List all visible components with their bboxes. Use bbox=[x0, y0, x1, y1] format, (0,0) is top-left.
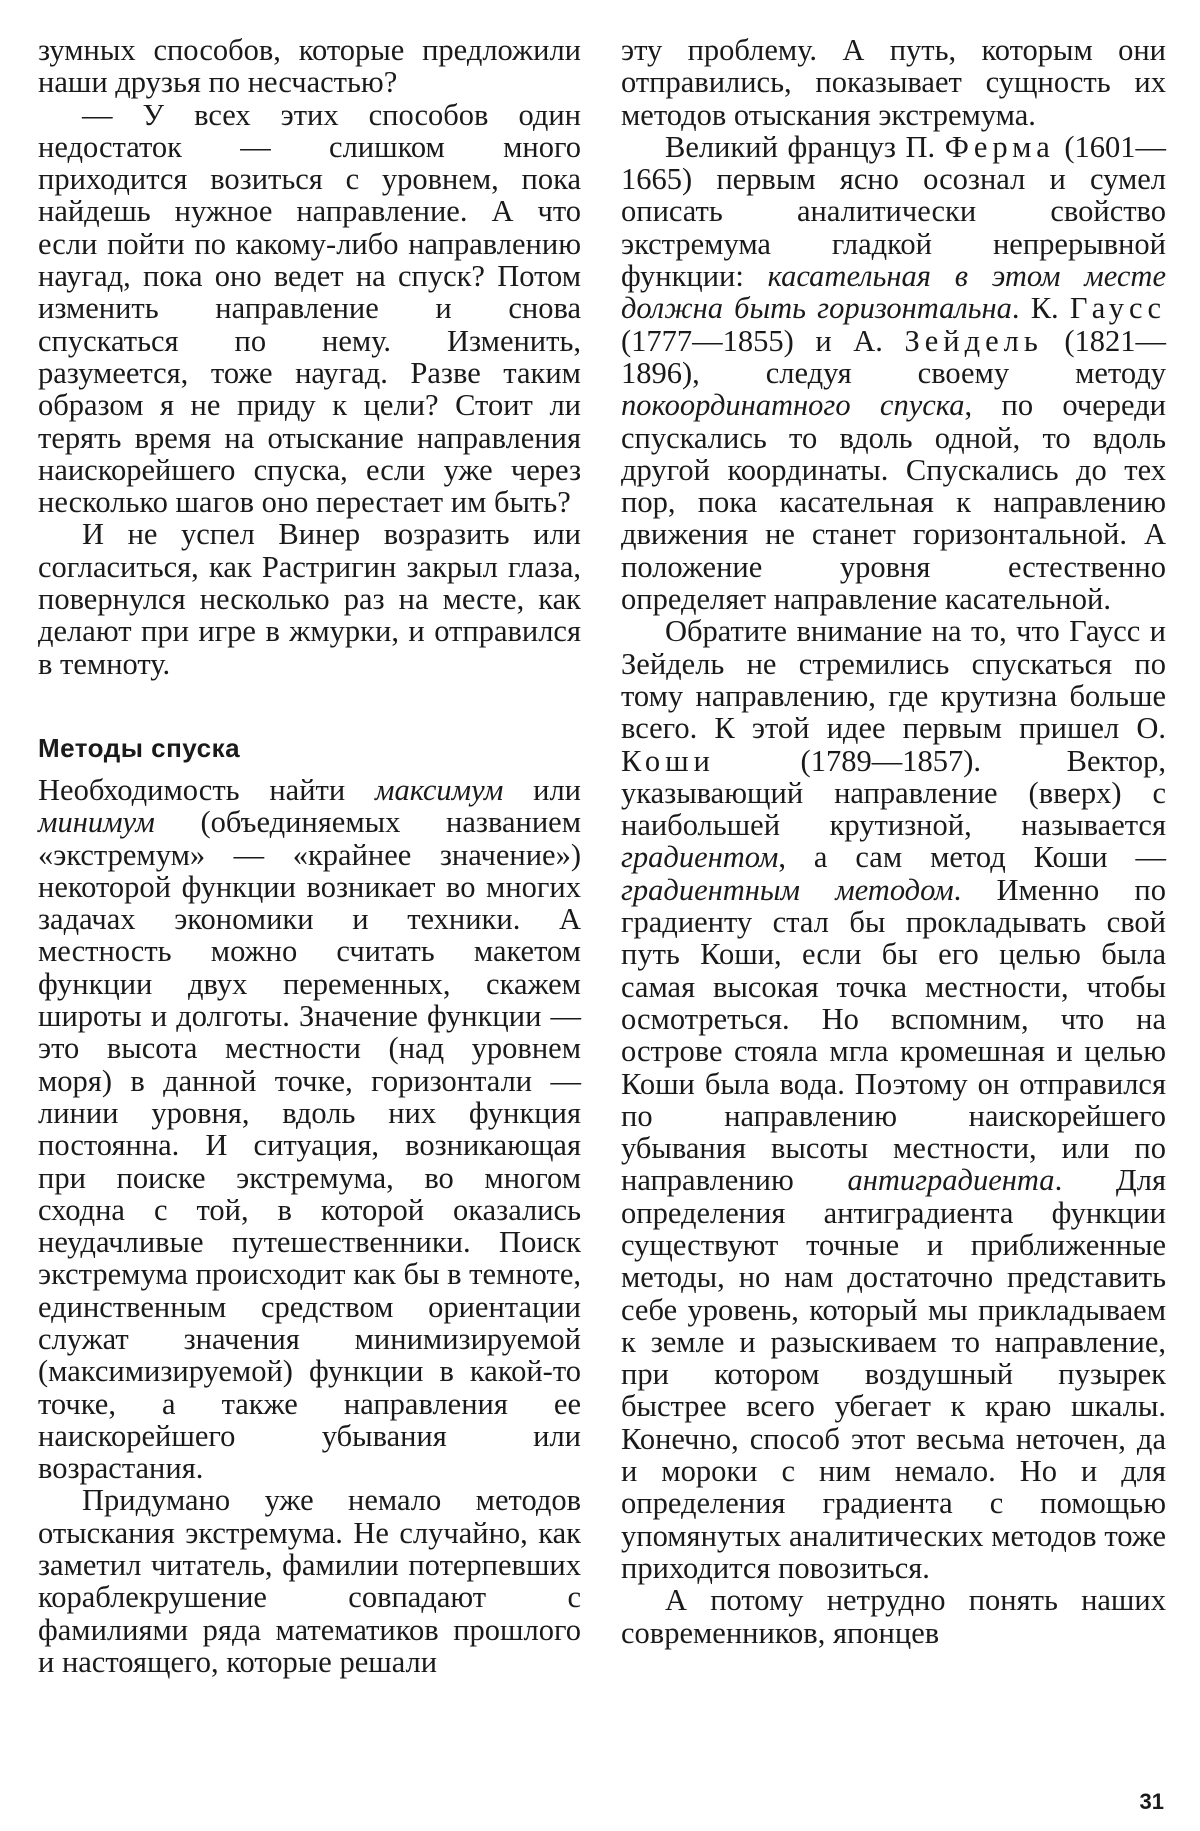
text-run: Обратите внимание на то, что Гаусс и Зейдель не стремились спускаться по тому направлению, где крутизна больше всего. К этой идее первым пришел О. bbox=[621, 614, 1166, 746]
spaced-name: Ферма bbox=[944, 129, 1055, 164]
italic-term: касательная в этом месте должна быть горизонтальна bbox=[621, 259, 1166, 326]
spaced-name: Коши bbox=[621, 743, 715, 778]
paragraph: И не успел Винер возразить или согласиться, как Растригин закрыл глаза, повернулся несколько раз на месте, как делают при игре в жмурки, и отправился в темноту. bbox=[38, 517, 581, 681]
right-column bbox=[621, 34, 1166, 1649]
text-run: , а сам метод Коши — bbox=[778, 840, 1166, 875]
text-run: (1777—1855) и А. bbox=[621, 323, 905, 358]
text-run: . Для определения антиградиента функции существуют точные и приближенные методы, но нам достаточно представить себе уровень, который мы прикладываем к земле и разыскиваем то направление, при котором воздушный пузырек быстрее всего убегает к краю шкалы. Конечно, способ этот весьма неточен, да и мороки с ним немало. Но и для определения градиента с помощью упомянутых аналитических методов тоже приходится повозиться. bbox=[621, 1163, 1166, 1585]
paragraph: Придумано уже немало методов отыскания экстремума. Не случайно, как заметил читатель, фамилии потерпевших кораблекрушение совпадают с фамилиями ряда математиков прошлого и настоящего, которые решали bbox=[38, 1483, 581, 1679]
italic-term: максимум bbox=[375, 772, 504, 807]
paragraph bbox=[621, 131, 1166, 615]
paragraph: А потому нетрудно понять наших современников, японцев bbox=[621, 1583, 1166, 1650]
spaced-name: Гаусс bbox=[1069, 291, 1167, 326]
text-run: Великий француз П. bbox=[665, 129, 945, 164]
text-run: (объединяемых названием «экстремум» — «крайнее значение») некоторой функции возникает во многих задачах экономики и техники. А местность можно считать макетом функции двух переменных, скажем широты и долготы. Значение функции — это высота местности (над уровнем моря) в данной точке, горизонтали — линии уровня, вдоль них функция постоянна. И ситуация, возникающая при поиске экстремума, во многом сходна с той, в которой оказались неудачливые путешественники. Поиск экстремума происходит как бы в темноте, единственным средством ориентации служат значения минимизируемой (максимизируемой) функции в какой-то точке, а также направления ее наискорейшего убывания или возрастания. bbox=[38, 805, 581, 1486]
paragraph: эту проблему. А путь, которым они отправились, показывает сущность их методов отыскания экстремума. bbox=[621, 33, 1166, 132]
spacer bbox=[38, 680, 581, 732]
left-column bbox=[38, 34, 581, 1678]
paragraph bbox=[38, 774, 581, 1485]
text-run: (1789—1857). Вектор, указывающий направление (вверх) с наибольшей крутизной, называется bbox=[621, 743, 1166, 843]
page-number: 31 bbox=[1139, 1789, 1164, 1814]
paragraph: — У всех этих способов один недостаток — слишком много приходится возиться с уровнем, пока найдешь нужное направление. А что если пойти по какому-либо направлению наугад, пока оно ведет на спуск? Потом изменить направление и снова спускаться по нему. Изменить, разумеется, тоже наугад. Разве таким образом я не приду к цели? Стоит ли терять время на отыскание направления наискорейшего спуска, если уже через несколько шагов оно перестает им быть? bbox=[38, 97, 581, 520]
italic-term: градиентом bbox=[621, 840, 779, 875]
section-heading: Методы спуска bbox=[38, 732, 241, 763]
text-run: . Именно по градиенту стал бы прокладывать свой путь Коши, если бы его целью была самая высокая точка местности, чтобы осмотреться. Но вспомним, что на острове стояла мгла кромешная и целью Коши была вода. Поэтому он отправился по направлению наискорейшего убывания высоты местности, или по направлению bbox=[621, 872, 1166, 1198]
text-run: (1601—1665) первым ясно осознал и сумел описать аналитически свойство экстремума гладкой непрерывной функции: bbox=[621, 129, 1166, 294]
paragraph: зумных способов, которые предложили наши друзья по несчастью? bbox=[38, 33, 581, 100]
paragraph bbox=[621, 615, 1166, 1584]
italic-term: минимум bbox=[38, 805, 155, 840]
text-run: (1821—1896), следуя своему методу bbox=[621, 323, 1166, 390]
text-run: . К. bbox=[1011, 291, 1070, 326]
text-run: Необходимость найти bbox=[38, 772, 375, 807]
text-run: или bbox=[503, 772, 581, 807]
text-run: , по очереди спускались то вдоль одной, то вдоль другой координаты. Спускались до тех пор, пока касательная к направлению движения не станет горизонтальной. А положение уровня естественно определяет направление касательной. bbox=[621, 388, 1166, 617]
italic-term: покоординатного спуска bbox=[621, 388, 965, 423]
italic-term: градиентным методом bbox=[621, 872, 954, 907]
italic-term: антиградиента bbox=[847, 1163, 1055, 1198]
spaced-name: Зейдель bbox=[904, 323, 1043, 358]
